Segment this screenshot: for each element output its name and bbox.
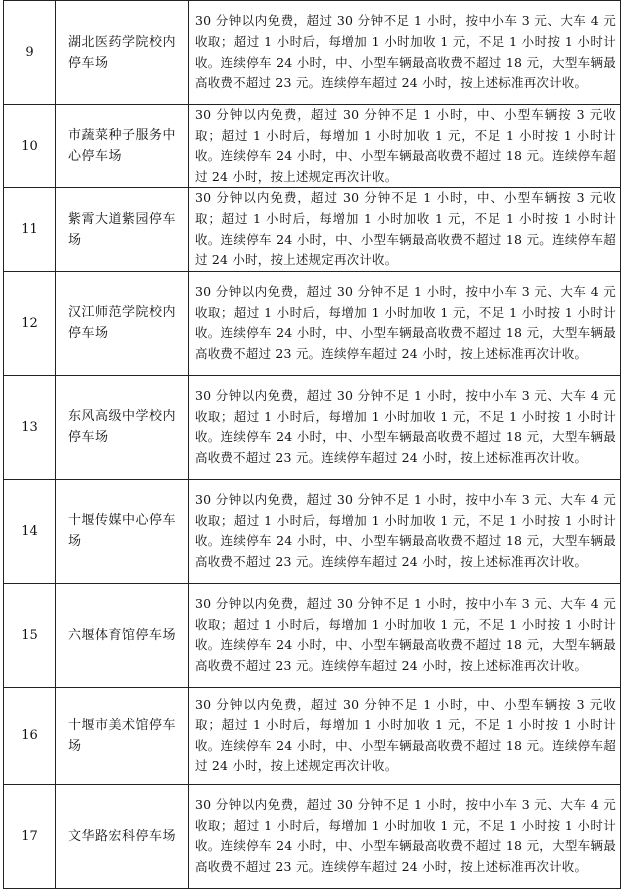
fee-description: 30 分钟以内免费，超过 30 分钟不足 1 小时，按中小车 3 元、大车 4 元收取；超过 1 小时后，每增加 1 小时加收 1 元，不足 1 小时按 1 小时计收。连续停车 24 小时，中、小型车辆最高收费不超过 18 元，大型车辆最高收费不超过 23 元。连续停车超过 24 小时，按上述标准再次计收。 [189,479,621,583]
row-number: 16 [4,687,56,784]
parking-lot-name: 东风高级中学校内停车场 [56,375,189,479]
fee-description: 30 分钟以内免费，超过 30 分钟不足 1 小时，按中小车 3 元、大车 4 元收取；超过 1 小时后，每增加 1 小时加收 1 元，不足 1 小时按 1 小时计收。连续停车 24 小时，中、小型车辆最高收费不超过 18 元，大型车辆最高收费不超过 23 元。连续停车超过 24 小时，按上述标准再次计收。 [189,784,621,888]
parking-fee-table [3,0,621,889]
parking-lot-name: 市蔬菜种子服务中心停车场 [56,105,189,188]
fee-description: 30 分钟以内免费，超过 30 分钟不足 1 小时，中、小型车辆按 3 元收取；超过 1 小时后，每增加 1 小时加收 1 元，不足 1 小时按 1 小时计收。连续停车 24 小时，中、小型车辆最高收费不超过 18 元。连续停车超过 24 小时，按上述规定再次计收。 [189,188,621,271]
table-row [4,1,621,105]
row-number: 9 [4,1,56,105]
row-number: 12 [4,271,56,375]
parking-lot-name: 文华路宏科停车场 [56,784,189,888]
table-row [4,687,621,784]
parking-lot-name: 湖北医药学院校内停车场 [56,1,189,105]
table-row [4,784,621,888]
row-number: 15 [4,583,56,687]
parking-lot-name: 汉江师范学院校内停车场 [56,271,189,375]
row-number: 11 [4,188,56,271]
parking-lot-name: 十堰传媒中心停车场 [56,479,189,583]
parking-lot-name: 六堰体育馆停车场 [56,583,189,687]
fee-description: 30 分钟以内免费，超过 30 分钟不足 1 小时，按中小车 3 元、大车 4 元收取；超过 1 小时后，每增加 1 小时加收 1 元，不足 1 小时按 1 小时计收。连续停车 24 小时，中、小型车辆最高收费不超过 18 元，大型车辆最高收费不超过 23 元。连续停车超过 24 小时，按上述标准再次计收。 [189,583,621,687]
row-number: 13 [4,375,56,479]
table-row [4,583,621,687]
fee-description: 30 分钟以内免费，超过 30 分钟不足 1 小时，按中小车 3 元、大车 4 元收取；超过 1 小时后，每增加 1 小时加收 1 元，不足 1 小时按 1 小时计收。连续停车 24 小时，中、小型车辆最高收费不超过 18 元，大型车辆最高收费不超过 23 元。连续停车超过 24 小时，按上述标准再次计收。 [189,271,621,375]
table-row [4,479,621,583]
fee-description: 30 分钟以内免费，超过 30 分钟不足 1 小时，中、小型车辆按 3 元收取；超过 1 小时后，每增加 1 小时加收 1 元，不足 1 小时按 1 小时计收。连续停车 24 小时，中、小型车辆最高收费不超过 18 元。连续停车超过 24 小时，按上述规定再次计收。 [189,687,621,784]
table-row [4,105,621,188]
parking-lot-name: 十堰市美术馆停车场 [56,687,189,784]
table-row [4,271,621,375]
table-row [4,188,621,271]
fee-description: 30 分钟以内免费，超过 30 分钟不足 1 小时，按中小车 3 元、大车 4 元收取；超过 1 小时后，每增加 1 小时加收 1 元，不足 1 小时按 1 小时计收。连续停车 24 小时，中、小型车辆最高收费不超过 18 元，大型车辆最高收费不超过 23 元。连续停车超过 24 小时，按上述标准再次计收。 [189,1,621,105]
fee-description: 30 分钟以内免费，超过 30 分钟不足 1 小时，中、小型车辆按 3 元收取；超过 1 小时后，每增加 1 小时加收 1 元，不足 1 小时按 1 小时计收。连续停车 24 小时，中、小型车辆最高收费不超过 18 元。连续停车超过 24 小时，按上述规定再次计收。 [189,105,621,188]
fee-table-body [4,1,621,889]
row-number: 14 [4,479,56,583]
fee-description: 30 分钟以内免费，超过 30 分钟不足 1 小时，按中小车 3 元、大车 4 元收取；超过 1 小时后，每增加 1 小时加收 1 元，不足 1 小时按 1 小时计收。连续停车 24 小时，中、小型车辆最高收费不超过 18 元，大型车辆最高收费不超过 23 元。连续停车超过 24 小时，按上述标准再次计收。 [189,375,621,479]
row-number: 17 [4,784,56,888]
table-row [4,375,621,479]
row-number: 10 [4,105,56,188]
parking-lot-name: 紫霄大道紫园停车场 [56,188,189,271]
